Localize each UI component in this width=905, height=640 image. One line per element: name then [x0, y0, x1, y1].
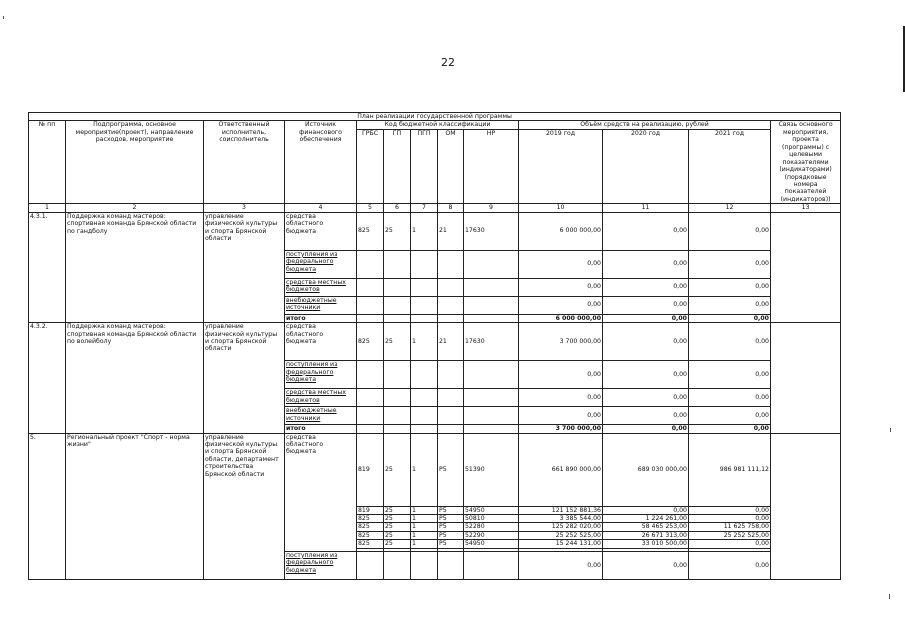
source-federal: поступления из федерального бюджета	[285, 551, 357, 579]
cell-nr: 52290	[464, 531, 519, 539]
source-federal: поступления из федерального бюджета	[285, 361, 357, 389]
cell-2021: 0,00	[689, 314, 771, 322]
source-extra: внебюджетные источники	[285, 407, 357, 425]
cell-2019: 0,00	[519, 296, 603, 314]
table-caption: План реализации государственной программы	[29, 113, 841, 121]
source-federal: поступления из федерального бюджета	[285, 250, 357, 278]
cell-2020: 33 010 500,00	[603, 540, 689, 548]
cell-gp: 25	[384, 523, 411, 531]
source-regional: средства областного бюджета	[285, 212, 357, 250]
cell-2020: 1 224 261,00	[603, 515, 689, 523]
cell-2021: 25 252 525,00	[689, 531, 771, 539]
cell-grbs: 819	[357, 506, 384, 514]
cell-om: P5	[438, 531, 464, 539]
cell-2019: 0,00	[519, 407, 603, 425]
cell-2019: 3 700 000,00	[519, 323, 603, 361]
cell-2020: 0,00	[603, 323, 689, 361]
cell-om: P5	[438, 506, 464, 514]
row-name: Поддержка команд мастеров: спортивная команда Брянской области по гандболу	[66, 212, 204, 322]
cell-gp: 25	[384, 540, 411, 548]
cell-pgp: 1	[411, 540, 438, 548]
row-number: 4.3.1.	[29, 212, 66, 322]
source-extra: внебюджетные источники	[285, 296, 357, 314]
cell-2020: 0,00	[603, 407, 689, 425]
cell-nr: 54950	[464, 506, 519, 514]
cell-om: P5	[438, 523, 464, 531]
cell-2019: 25 252 525,00	[519, 531, 603, 539]
table-row	[29, 323, 841, 361]
cell-link	[771, 323, 841, 433]
cell-nr: 17630	[464, 323, 519, 361]
cell-om: 21	[438, 323, 464, 361]
cell-2020: 0,00	[603, 425, 689, 433]
cell-2021: 0,00	[689, 551, 771, 579]
cell-gp: 25	[384, 515, 411, 523]
header-num: № пп	[29, 121, 66, 204]
cell-2020: 0,00	[603, 389, 689, 407]
cell-2021: 0,00	[689, 212, 771, 250]
col-number: 5	[357, 204, 384, 212]
cell-om: 21	[438, 212, 464, 250]
cell-gp: 25	[384, 323, 411, 361]
cell-2019: 121 152 881,36	[519, 506, 603, 514]
col-number: 10	[519, 204, 603, 212]
cell-grbs: 825	[357, 515, 384, 523]
cell-2021: 0,00	[689, 389, 771, 407]
table-row	[29, 433, 841, 506]
cell-2021: 0,00	[689, 278, 771, 296]
row-number: 4.3.2.	[29, 323, 66, 433]
cell-gp: 25	[384, 506, 411, 514]
header-gp: ГП	[384, 129, 411, 203]
cell-grbs: 825	[357, 531, 384, 539]
cell-2019: 0,00	[519, 389, 603, 407]
cell-2021: 0,00	[689, 361, 771, 389]
cell-2020: 0,00	[603, 250, 689, 278]
cell-link	[771, 433, 841, 579]
col-number: 1	[29, 204, 66, 212]
header-executor: Ответственный исполнитель, соисполнитель	[204, 121, 285, 204]
col-number: 2	[66, 204, 204, 212]
cell-2021: 986 981 111,12	[689, 433, 771, 506]
header-grbs: ГРБС	[357, 129, 384, 203]
cell-om: P5	[438, 433, 464, 506]
cell-nr: 51390	[464, 433, 519, 506]
scan-mark	[889, 594, 890, 599]
cell-2019: 6 000 000,00	[519, 314, 603, 322]
source-total: итого	[285, 425, 357, 433]
cell-grbs: 819	[357, 433, 384, 506]
cell-grbs: 825	[357, 323, 384, 361]
cell-2019: 3 385 544,00	[519, 515, 603, 523]
cell-pgp: 1	[411, 323, 438, 361]
cell-pgp: 1	[411, 523, 438, 531]
header-subprogram: Подпрограмма, основное мероприятие(проект), направление расходов, мероприятие	[66, 121, 204, 204]
cell-2021: 0,00	[689, 506, 771, 514]
header-pgp: ПГП	[411, 129, 438, 203]
cell-2020: 0,00	[603, 551, 689, 579]
cell-2020: 0,00	[603, 278, 689, 296]
col-number: 12	[689, 204, 771, 212]
cell-grbs: 825	[357, 540, 384, 548]
header-2021: 2021 год	[689, 129, 771, 203]
cell-2019: 661 890 000,00	[519, 433, 603, 506]
cell-pgp: 1	[411, 515, 438, 523]
cell-nr: 54950	[464, 540, 519, 548]
row-name: Региональный проект "Спорт - норма жизни"	[66, 433, 204, 579]
header-2020: 2020 год	[603, 129, 689, 203]
cell-2020: 0,00	[603, 314, 689, 322]
header-nr: НР	[464, 129, 519, 203]
cell-grbs: 825	[357, 212, 384, 250]
table-row	[29, 212, 841, 250]
cell-2019: 3 700 000,00	[519, 425, 603, 433]
row-executor: управление физической культуры и спорта Брянской области	[204, 323, 285, 433]
scan-mark	[890, 428, 891, 432]
cell-2021: 0,00	[689, 407, 771, 425]
cell-2020: 0,00	[603, 296, 689, 314]
cell-nr: 50810	[464, 515, 519, 523]
source-total: итого	[285, 314, 357, 322]
row-number: 5.	[29, 433, 66, 579]
col-number: 4	[285, 204, 357, 212]
cell-2020: 689 030 000,00	[603, 433, 689, 506]
cell-2020: 0,00	[603, 506, 689, 514]
source-local: средства местных бюджетов	[285, 389, 357, 407]
cell-2019: 0,00	[519, 551, 603, 579]
cell-2021: 0,00	[689, 515, 771, 523]
cell-2021: 0,00	[689, 540, 771, 548]
source-local: средства местных бюджетов	[285, 278, 357, 296]
header-link: Связь основного мероприятия, проекта (программы) с целевыми показателями (индикаторами) (порядковые номера показателей (индикаторов))	[771, 121, 841, 204]
cell-2021: 0,00	[689, 323, 771, 361]
cell-2021: 0,00	[689, 250, 771, 278]
cell-2020: 26 671 313,00	[603, 531, 689, 539]
cell-om: P5	[438, 540, 464, 548]
header-volume: Объём средств на реализацию, рублей	[519, 121, 771, 129]
row-executor: управление физической культуры и спорта Брянской области, департамент строительства Брянской области	[204, 433, 285, 579]
col-number: 13	[771, 204, 841, 212]
cell-2019: 0,00	[519, 250, 603, 278]
program-plan-table	[28, 112, 841, 580]
cell-grbs: 825	[357, 523, 384, 531]
cell-2021: 11 625 758,00	[689, 523, 771, 531]
source-regional: средства областного бюджета	[285, 433, 357, 551]
cell-nr: 17630	[464, 212, 519, 250]
col-number: 9	[464, 204, 519, 212]
header-source: Источник финансового обеспечения	[285, 121, 357, 204]
col-number: 6	[384, 204, 411, 212]
cell-2021: 0,00	[689, 296, 771, 314]
col-number: 7	[411, 204, 438, 212]
cell-2020: 0,00	[603, 361, 689, 389]
cell-2019: 0,00	[519, 278, 603, 296]
source-regional: средства областного бюджета	[285, 323, 357, 361]
scan-mark	[3, 16, 4, 19]
cell-2020: 58 465 253,00	[603, 523, 689, 531]
cell-2021: 0,00	[689, 425, 771, 433]
cell-gp: 25	[384, 212, 411, 250]
cell-pgp: 1	[411, 506, 438, 514]
page-number: 22	[441, 56, 455, 69]
cell-2019: 0,00	[519, 361, 603, 389]
col-number: 11	[603, 204, 689, 212]
header-2019: 2019 год	[519, 129, 603, 203]
cell-pgp: 1	[411, 531, 438, 539]
cell-2019: 6 000 000,00	[519, 212, 603, 250]
cell-gp: 25	[384, 531, 411, 539]
row-executor: управление физической культуры и спорта Брянской области	[204, 212, 285, 322]
cell-pgp: 1	[411, 433, 438, 506]
cell-2019: 15 244 131,00	[519, 540, 603, 548]
row-name: Поддержка команд мастеров: спортивная команда Брянской области по волейболу	[66, 323, 204, 433]
header-om: ОМ	[438, 129, 464, 203]
cell-2020: 0,00	[603, 212, 689, 250]
cell-pgp: 1	[411, 212, 438, 250]
cell-link	[771, 212, 841, 322]
col-number: 8	[438, 204, 464, 212]
cell-nr: 52280	[464, 523, 519, 531]
cell-2019: 125 282 020,00	[519, 523, 603, 531]
col-number: 3	[204, 204, 285, 212]
cell-om: P5	[438, 515, 464, 523]
cell-gp: 25	[384, 433, 411, 506]
header-budget-code: Код бюджетной классификации	[357, 121, 519, 129]
